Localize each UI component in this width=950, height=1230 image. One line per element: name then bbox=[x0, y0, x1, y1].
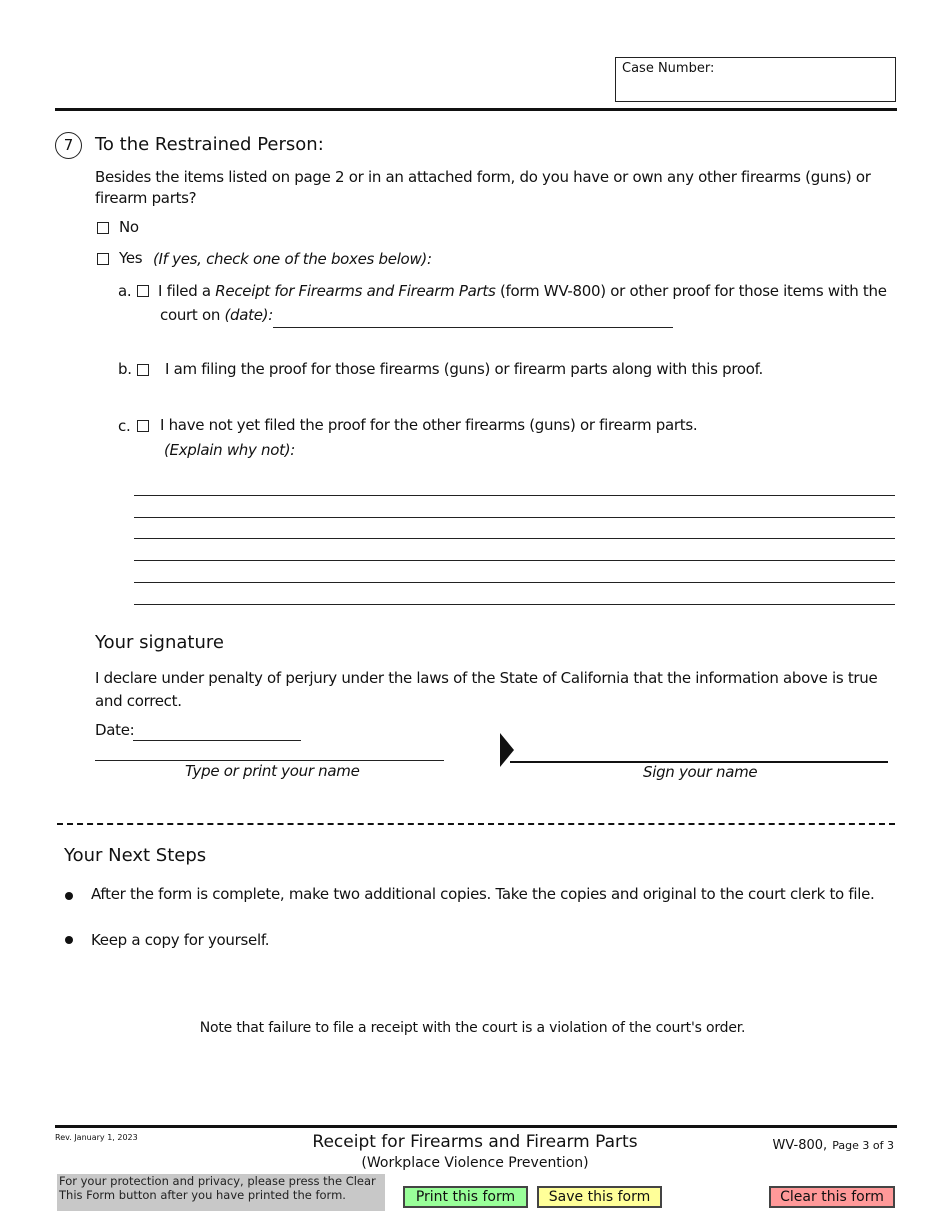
signature-caption: Sign your name bbox=[643, 763, 758, 781]
option-a-date-field[interactable] bbox=[273, 308, 673, 328]
footer-form-id: WV-800, bbox=[772, 1138, 828, 1153]
explanation-line bbox=[134, 495, 895, 496]
footer-rule bbox=[55, 1125, 897, 1128]
option-a-checkbox[interactable] bbox=[137, 285, 149, 297]
clear-button[interactable]: Clear this form bbox=[769, 1186, 895, 1208]
option-c-letter: c. bbox=[118, 417, 131, 435]
dashed-separator bbox=[57, 823, 895, 825]
option-b-text: I am filing the proof for those firearms (guns) or firearm parts along with this proof. bbox=[165, 360, 763, 378]
question-text: Besides the items listed on page 2 or in an attached form, do you have or own any other firearms (guns) or firearm parts? bbox=[95, 168, 871, 207]
yes-note: (If yes, check one of the boxes below): bbox=[153, 250, 432, 268]
explanation-line bbox=[134, 604, 895, 605]
bullet-icon bbox=[65, 892, 73, 900]
explanation-line bbox=[134, 517, 895, 518]
explanation-line bbox=[134, 538, 895, 539]
case-number-label: Case Number: bbox=[622, 61, 715, 76]
signature-date-field[interactable] bbox=[133, 722, 301, 741]
item-number-circle bbox=[55, 132, 82, 159]
next-step-item: After the form is complete, make two additional copies. Take the copies and original to the court clerk to file. bbox=[91, 885, 875, 903]
option-b-checkbox[interactable] bbox=[137, 364, 149, 376]
yes-checkbox[interactable] bbox=[97, 253, 109, 265]
footer-form-title: Receipt for Firearms and Firearm Parts bbox=[312, 1132, 638, 1152]
header-rule bbox=[55, 108, 897, 111]
no-label: No bbox=[119, 218, 139, 236]
printed-name-caption: Type or print your name bbox=[185, 762, 360, 780]
option-a-date-label: (date): bbox=[224, 306, 273, 324]
option-c-explain-label: (Explain why not): bbox=[164, 441, 296, 459]
case-number-box[interactable] bbox=[615, 57, 896, 102]
item-number: 7 bbox=[63, 136, 74, 154]
option-c-text: I have not yet filed the proof for the other firearms (guns) or firearm parts. bbox=[160, 416, 698, 434]
option-a-text-after: (form WV-800) or other proof for those items with the bbox=[495, 282, 887, 300]
no-checkbox[interactable] bbox=[97, 222, 109, 234]
option-a-letter: a. bbox=[118, 282, 132, 300]
next-step-item: Keep a copy for yourself. bbox=[91, 931, 270, 949]
explanation-line bbox=[134, 560, 895, 561]
option-a-court-on: court on bbox=[160, 306, 225, 324]
option-a-text-before: I filed a bbox=[158, 282, 216, 300]
option-b-letter: b. bbox=[118, 360, 132, 378]
section-title: To the Restrained Person: bbox=[95, 134, 324, 155]
signature-field[interactable] bbox=[510, 740, 888, 763]
bullet-icon bbox=[65, 936, 73, 944]
privacy-note-text: For your protection and privacy, please press the Clear This Form button after you have printed the form. bbox=[59, 1174, 376, 1202]
next-steps-heading: Your Next Steps bbox=[64, 845, 207, 866]
yes-label: Yes bbox=[119, 249, 143, 267]
footer-page-number: Page 3 of 3 bbox=[832, 1139, 894, 1152]
explanation-line bbox=[134, 582, 895, 583]
option-c-checkbox[interactable] bbox=[137, 420, 149, 432]
printed-name-field[interactable] bbox=[95, 740, 444, 761]
privacy-note bbox=[57, 1174, 385, 1211]
declaration-text: I declare under penalty of perjury under the laws of the State of California that the information above is true and correct. bbox=[95, 669, 878, 710]
date-label: Date: bbox=[95, 721, 135, 739]
option-a-text bbox=[158, 282, 887, 300]
save-button[interactable]: Save this form bbox=[537, 1186, 662, 1208]
footer-page-info bbox=[700, 1134, 894, 1153]
signature-heading: Your signature bbox=[95, 632, 224, 653]
option-a-line2 bbox=[160, 306, 273, 324]
footer-form-subtitle: (Workplace Violence Prevention) bbox=[361, 1155, 589, 1171]
court-order-note: Note that failure to file a receipt with the court is a violation of the court's order. bbox=[199, 1020, 746, 1036]
explanation-field[interactable] bbox=[134, 475, 895, 606]
revision-date: Rev. January 1, 2023 bbox=[55, 1133, 138, 1142]
print-button[interactable]: Print this form bbox=[403, 1186, 528, 1208]
option-a-form-title: Receipt for Firearms and Firearm Parts bbox=[215, 282, 496, 300]
